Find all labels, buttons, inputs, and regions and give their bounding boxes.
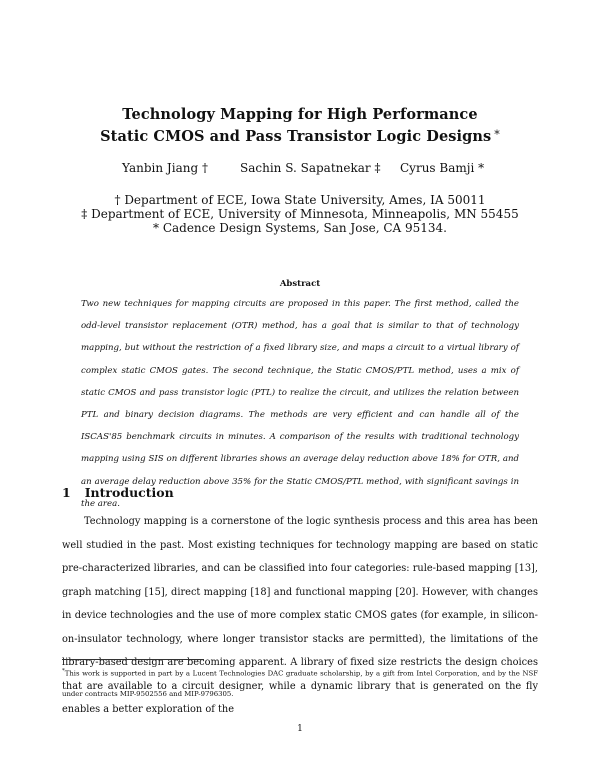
- author-bamji: Cyrus Bamji *: [400, 161, 485, 175]
- introduction-paragraph: Technology mapping is a cornerstone of the logic synthesis process and this area has been well studied in the past. Most existing techniques for technology mapping are based on static pre-characterized libraries, and can be classified into four categories: rule-based mapping [13], graph matching [15], direct mapping [18] and functional mapping [20]. However, with changes in device technologies and the use of more complex static CMOS gates (for example, in silicon-on-insulator technology, where longer transistor stacks are permitted), the limitations of the library-based design are becoming apparent. A library of fixed size restricts the design choices that are available to a circuit designer, while a dynamic library that is generated on the fly enables a better exploration of the: [62, 516, 538, 715]
- page-number: 1: [297, 724, 303, 734]
- footnote-rule: [62, 659, 204, 660]
- footnote: [62, 661, 538, 705]
- affiliation-minnesota: ‡ Department of ECE, University of Minnesota, Minneapolis, MN 55455: [81, 207, 519, 221]
- section-heading: [62, 485, 174, 500]
- author-jiang: Yanbin Jiang †: [122, 161, 208, 175]
- footnote-marker: *: [62, 668, 65, 674]
- paper-title-line-2-text: Static CMOS and Pass Transistor Logic Designs: [100, 128, 492, 145]
- affiliation-cadence: * Cadence Design Systems, San Jose, CA 95134.: [153, 221, 447, 235]
- paper-title-line-2: [0, 128, 600, 145]
- title-footnote-marker: *: [494, 128, 500, 141]
- author-sapatnekar: Sachin S. Sapatnekar ‡: [240, 161, 381, 175]
- paper-title-line-1: Technology Mapping for High Performance: [122, 106, 478, 123]
- section-title: Introduction: [84, 485, 174, 500]
- affiliation-iowa-state: † Department of ECE, Iowa State University, Ames, IA 50011: [114, 193, 486, 207]
- section-number: 1: [62, 485, 71, 500]
- abstract-text: Two new techniques for mapping circuits are proposed in this paper. The first method, called the odd-level transistor replacement (OTR) method, has a goal that is similar to that of technology mapping, but without the restriction of a fixed library size, and maps a circuit to a virtual library of complex static CMOS gates. The second technique, the Static CMOS/PTL method, uses a mix of static CMOS and pass transistor logic (PTL) to realize the circuit, and utilizes the relation between PTL and binary decision diagrams. The methods are very efficient and can handle all of the ISCAS'85 benchmark circuits in minutes. A comparison of the results with traditional technology mapping using SIS on different libraries shows an average delay reduction above 18% for OTR, and an average delay reduction above 35% for the Static CMOS/PTL method, with significant savings in the area.: [81, 299, 519, 509]
- footnote-text: This work is supported in part by a Lucent Technologies DAC graduate scholarship, by a gift from Intel Corporation, and by the NSF under contracts MIP-9502556 and MIP-9796305.: [62, 669, 538, 699]
- abstract-heading: Abstract: [279, 279, 321, 289]
